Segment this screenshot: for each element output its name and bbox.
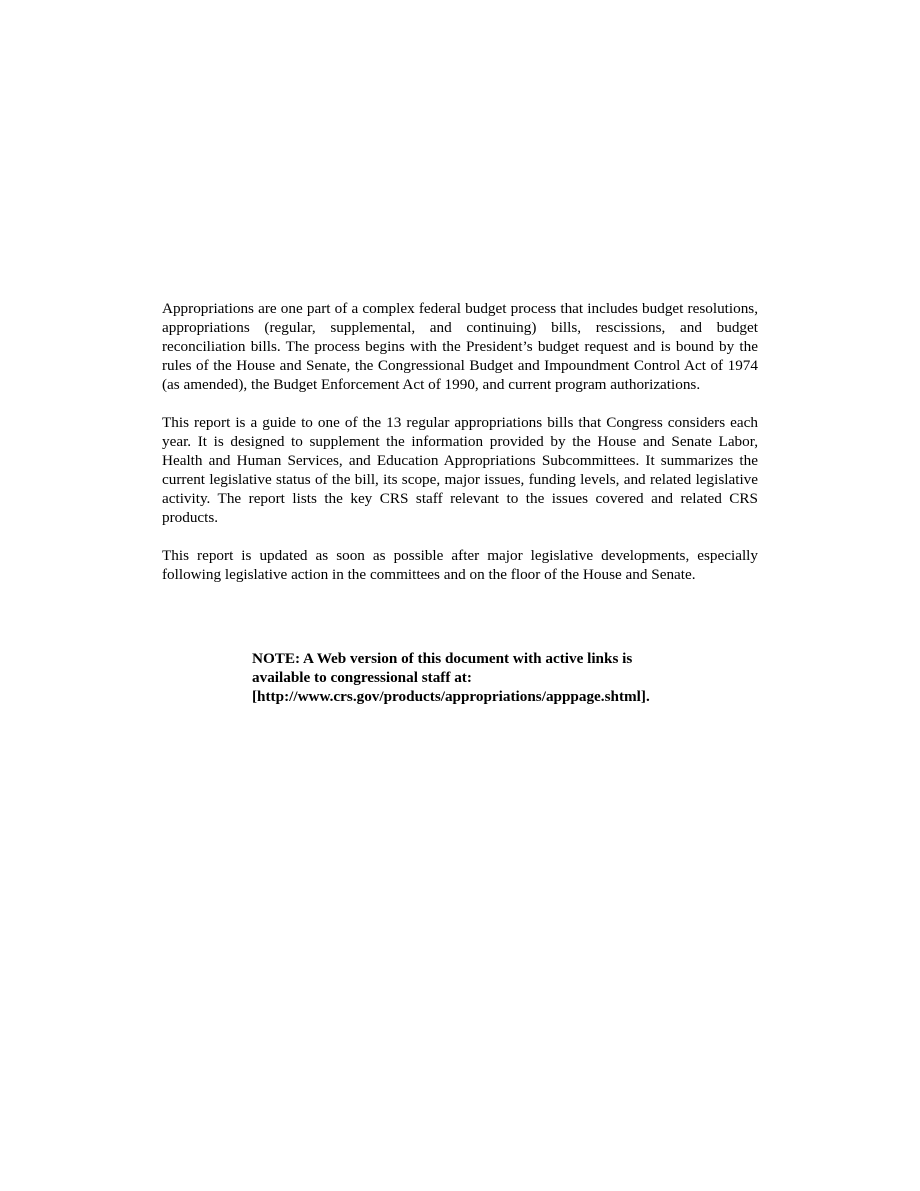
paragraph-update-policy: This report is updated as soon as possible after major legislative developments, especially following legislative action in the committees and on the floor of the House and Senate. (162, 547, 758, 583)
note-url: [http://www.crs.gov/products/appropriations/apppage.shtml]. (252, 688, 650, 705)
paragraph-report-guide: This report is a guide to one of the 13 regular appropriations bills that Congress considers each year. It is designed to supplement the information provided by the House and Senate Labor, Health and Human Services, and Education Appropriations Subcommittees. It summarizes the current legislative status of the bill, its scope, major issues, funding levels, and related legislative activity. The report lists the key CRS staff relevant to the issues covered and related CRS products. (162, 414, 758, 526)
paragraph-appropriations-process: Appropriations are one part of a complex federal budget process that includes budget resolutions, appropriations (regular, supplemental, and continuing) bills, rescissions, and budget reconciliation bills. The process begins with the President’s budget request and is bound by the rules of the House and Senate, the Congressional Budget and Impoundment Control Act of 1974 (as amended), the Budget Enforcement Act of 1990, and current program authorizations. (162, 300, 758, 393)
note-line-2: available to congressional staff at: (252, 669, 472, 686)
web-version-note (252, 649, 692, 706)
report-body (162, 299, 758, 603)
note-line-1: NOTE: A Web version of this document with active links is (252, 650, 633, 667)
